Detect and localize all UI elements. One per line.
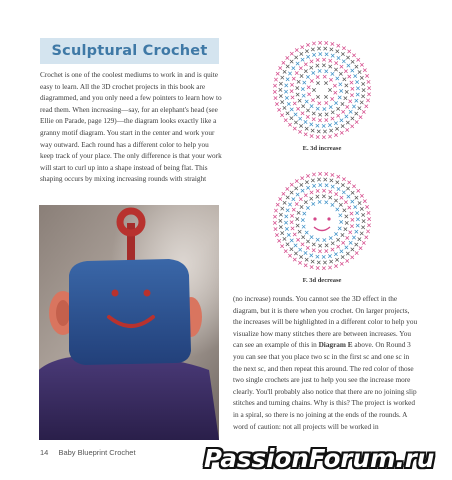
diagram-e-caption: E. 3d increase: [302, 145, 342, 152]
robot-ear-left-inner: [56, 300, 70, 326]
robot-eye-left: [112, 290, 119, 297]
diagram-e-reference: Diagram E: [318, 341, 353, 350]
intro-paragraph: Crochet is one of the coolest mediums to work in and is quite easy to learn. All the 3D crochet projects in this book are diagrammed, and you only need a few pointers to learn how to read them. When increasing—say, for an elephant's head (see Ellie on Parade, page 129)—the diagram looks exactly like a granny motif diagram. You start in the center and work your way outward. Each round has a different color to help you keep track of your place. The only difference is that your work will start to curl up into a shape instead of being flat. This shaping occurs by mixing increasing rounds with straight: [40, 71, 222, 184]
book-title: Baby Blueprint Crochet: [58, 448, 136, 457]
crochet-robot-photo: [39, 205, 219, 440]
diagram-e-stitches: [273, 41, 371, 139]
page-footer: [40, 448, 136, 457]
robot-body: [39, 355, 219, 440]
diagram-e-increase: [272, 40, 372, 140]
diagram-f-caption: F. 3d decrease: [302, 277, 342, 284]
continued-text-1: (no increase) rounds. You cannot see the 3D effect in the diagram, but it is there when you crochet. On larger projects, the increases will be highlighted in a different color to help you visualize how many stitches there are between increases. You can see an example of this in: [233, 295, 418, 350]
page-heading: Sculptural Crochet: [51, 43, 208, 59]
diagram-f-stitches: [273, 172, 371, 270]
robot-head: [69, 259, 191, 365]
continued-text-2: above. On Round 3 you can see that you place two sc in the first sc and one sc in the next sc, and then repeat this around. The red color of those two single crochets are just to help you see the increase more clearly. You'll probably also notice that there are no joining slip stitches and turning chains. Why is this? The project is worked in a spiral, so there is no joining at the ends of the rounds. A word of caution: not all projects will be worked in: [233, 341, 417, 431]
diagram-f-decrease: [272, 171, 372, 271]
watermark-text: PassionForum.ru: [204, 444, 435, 473]
page-number: 14: [40, 448, 49, 457]
eye-stitch-right: [327, 217, 330, 220]
robot-eye-right: [144, 290, 151, 297]
smile-stitches: [314, 227, 330, 231]
continued-paragraph: [233, 294, 419, 433]
eye-stitch-left: [313, 217, 316, 220]
